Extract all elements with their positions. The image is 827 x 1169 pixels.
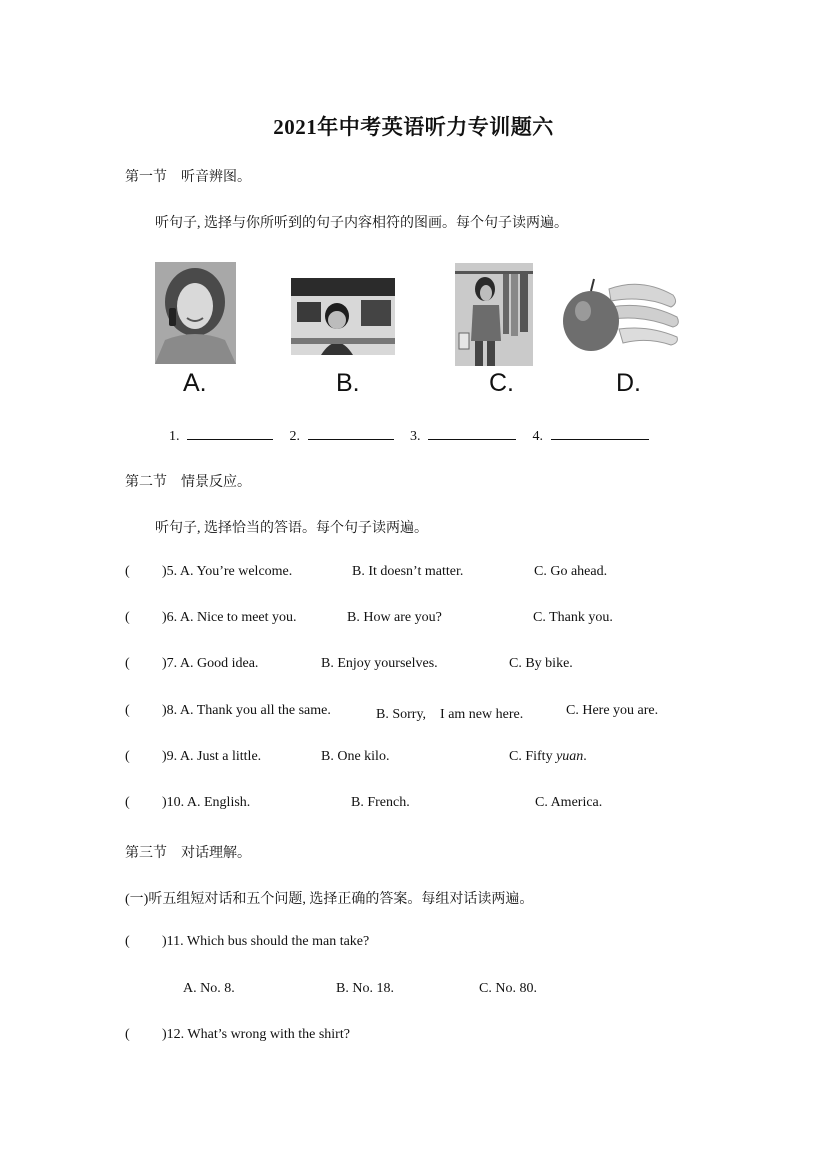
picture-letter-c: C. <box>489 369 514 397</box>
question-text: )6. A. Nice to meet you. <box>162 610 297 625</box>
option-b: B. Sorry, I am new here. <box>376 707 524 722</box>
apple-and-bananas-photo <box>561 277 681 355</box>
answer-paren[interactable]: ( <box>125 1027 130 1042</box>
answer-paren[interactable]: ( <box>125 749 130 764</box>
question-text: )9. A. Just a little. <box>162 749 262 764</box>
picture-letter-a: A. <box>183 369 207 397</box>
woman-on-phone-photo <box>155 262 236 364</box>
question-text: )12. What’s wrong with the shirt? <box>162 1027 350 1042</box>
option-b: B. It doesn’t matter. <box>352 564 464 579</box>
option-c: C. Fifty yuan. <box>509 749 587 764</box>
option-c: C. Thank you. <box>533 610 613 625</box>
answer-blank-3[interactable] <box>428 425 516 440</box>
option-b: B. No. 18. <box>336 981 394 996</box>
question-text: )5. A. You’re welcome. <box>162 564 293 579</box>
answer-paren[interactable]: ( <box>125 934 130 949</box>
picture-letter-d: D. <box>616 369 641 397</box>
answer-paren[interactable]: ( <box>125 795 130 810</box>
option-b: B. Enjoy yourselves. <box>321 656 438 671</box>
section2-heading: 第二节 情景反应。 <box>125 475 251 490</box>
answer-paren[interactable]: ( <box>125 703 130 718</box>
option-c: C. By bike. <box>509 656 573 671</box>
answer-blank-4[interactable] <box>551 425 649 440</box>
question-text: )10. A. English. <box>162 795 251 810</box>
blank-label-3: 3. <box>410 429 421 444</box>
option-b: B. French. <box>351 795 410 810</box>
section1-instruction: 听句子, 选择与你所听到的句子内容相符的图画。每个句子读两遍。 <box>155 216 568 231</box>
option-c: C. Go ahead. <box>534 564 608 579</box>
woman-shopping-clothes-photo <box>455 263 533 366</box>
option-b: B. One kilo. <box>321 749 390 764</box>
boy-at-computer-photo <box>291 278 395 355</box>
answer-blank-1[interactable] <box>187 425 273 440</box>
section2-instruction: 听句子, 选择恰当的答语。每个句子读两遍。 <box>155 521 428 536</box>
option-a: A. No. 8. <box>183 981 235 996</box>
blank-label-4: 4. <box>532 429 543 444</box>
option-c: C. No. 80. <box>479 981 537 996</box>
answer-paren[interactable]: ( <box>125 564 130 579</box>
blank-label-2: 2. <box>289 429 300 444</box>
answer-paren[interactable]: ( <box>125 610 130 625</box>
option-c: C. America. <box>535 795 603 810</box>
section3-instruction: (一)听五组短对话和五个问题, 选择正确的答案。每组对话读两遍。 <box>125 892 534 907</box>
question-text: )8. A. Thank you all the same. <box>162 703 331 718</box>
answer-blank-row <box>169 425 649 445</box>
question-text: )7. A. Good idea. <box>162 656 259 671</box>
answer-paren[interactable]: ( <box>125 656 130 671</box>
picture-letter-b: B. <box>336 369 360 397</box>
option-b: B. How are you? <box>347 610 442 625</box>
option-c: C. Here you are. <box>566 703 659 718</box>
question-text: )11. Which bus should the man take? <box>162 934 370 949</box>
section1-heading: 第一节 听音辨图。 <box>125 170 251 185</box>
page-title: 2021年中考英语听力专训题六 <box>273 115 554 139</box>
blank-label-1: 1. <box>169 429 180 444</box>
section3-heading: 第三节 对话理解。 <box>125 846 251 861</box>
answer-blank-2[interactable] <box>308 425 394 440</box>
